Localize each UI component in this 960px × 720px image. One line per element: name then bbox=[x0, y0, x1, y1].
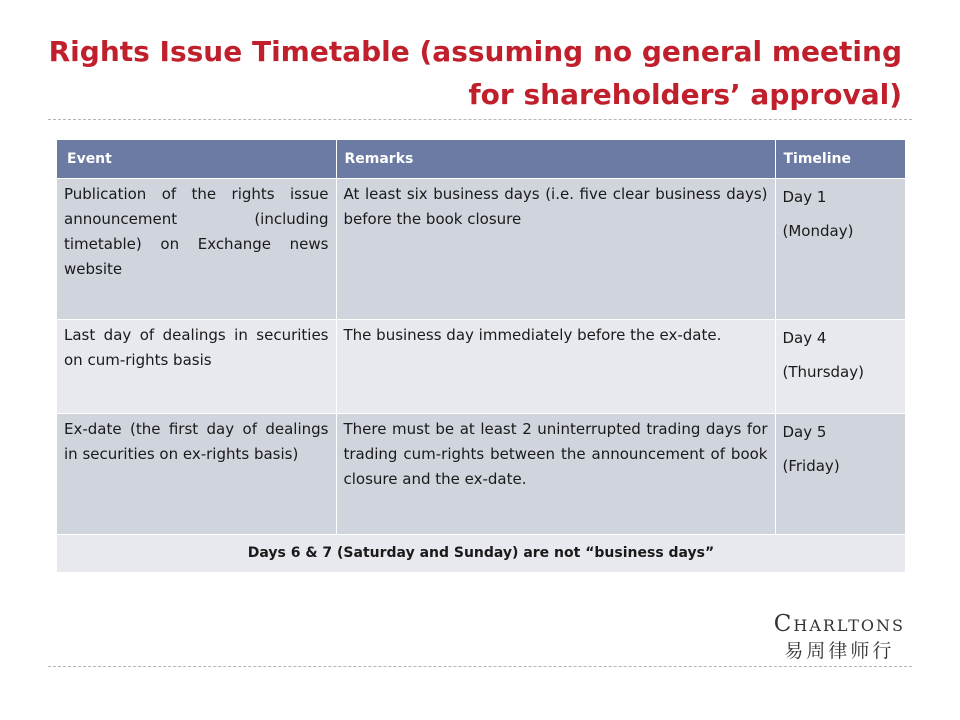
top-divider bbox=[48, 119, 912, 120]
logo-english: Charltons bbox=[773, 611, 905, 637]
remarks-cell: The business day immediately before the ex-date. bbox=[336, 319, 775, 413]
table-header-row bbox=[57, 140, 905, 178]
remarks-cell: At least six business days (i.e. five clear business days) before the book closure bbox=[336, 178, 775, 319]
title-line-2: for shareholders’ approval) bbox=[468, 78, 902, 111]
event-cell: Publication of the rights issue announcement (including timetable) on Exchange news website bbox=[57, 178, 336, 319]
table-footer-row bbox=[57, 534, 905, 572]
header-event: Event bbox=[57, 140, 336, 178]
timetable-table bbox=[57, 140, 905, 572]
timeline-cell bbox=[775, 319, 905, 413]
title-line-1: Rights Issue Timetable (assuming no general meeting bbox=[48, 35, 902, 68]
header-remarks: Remarks bbox=[336, 140, 775, 178]
timeline-cell bbox=[775, 413, 905, 534]
timeline-cell bbox=[775, 178, 905, 319]
table-row bbox=[57, 413, 905, 534]
charltons-logo bbox=[774, 610, 905, 664]
event-cell: Last day of dealings in securities on cum-rights basis bbox=[57, 319, 336, 413]
timeline-day: Day 4 bbox=[782, 328, 827, 347]
table-row bbox=[57, 178, 905, 319]
bottom-divider bbox=[48, 666, 912, 667]
timeline-weekday: (Friday) bbox=[782, 456, 840, 475]
table-row bbox=[57, 319, 905, 413]
timeline-weekday: (Thursday) bbox=[782, 362, 864, 381]
timeline-day: Day 5 bbox=[782, 422, 827, 441]
timeline-weekday: (Monday) bbox=[782, 221, 854, 240]
logo-chinese: 易周律师行 bbox=[784, 640, 895, 662]
remarks-cell: There must be at least 2 uninterrupted trading days for trading cum-rights between the announcement of book closure and the ex-date. bbox=[336, 413, 775, 534]
header-timeline: Timeline bbox=[775, 140, 905, 178]
page-title bbox=[42, 30, 902, 116]
event-cell: Ex-date (the first day of dealings in securities on ex-rights basis) bbox=[57, 413, 336, 534]
footer-note: Days 6 & 7 (Saturday and Sunday) are not “business days” bbox=[57, 534, 905, 572]
timeline-day: Day 1 bbox=[782, 187, 827, 206]
